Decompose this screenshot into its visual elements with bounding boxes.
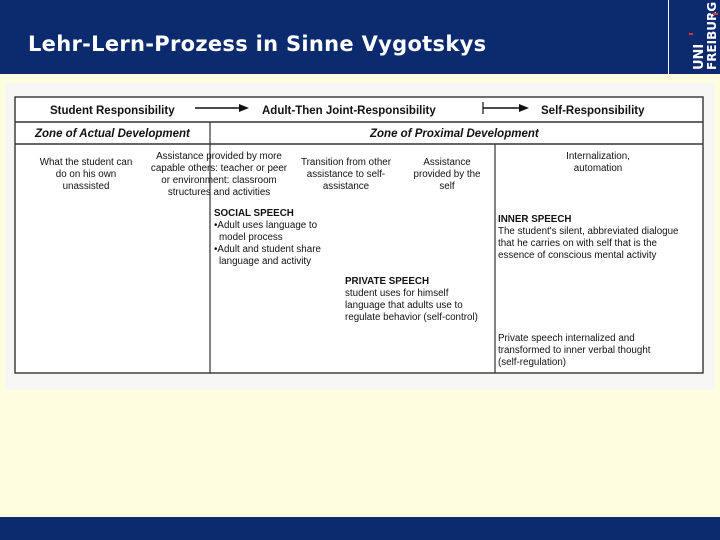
svg-text:or environment: classroom: or environment: classroom <box>161 175 277 186</box>
svg-text:Private speech internalized an: Private speech internalized and <box>498 333 635 344</box>
svg-text:PRIVATE SPEECH: PRIVATE SPEECH <box>345 276 430 287</box>
header-bar <box>0 0 720 74</box>
label-zone-actual: Zone of Actual Development <box>35 128 190 140</box>
svg-text:regulate behavior (self-contro: regulate behavior (self-control) <box>345 312 478 323</box>
label-adult-responsibility: Adult-Then Joint-Responsibility <box>262 105 436 117</box>
svg-text:structures and activities: structures and activities <box>167 187 271 198</box>
col-internalization-text <box>566 151 630 174</box>
col-assistance-others-text <box>151 151 288 198</box>
vygotsky-diagram <box>5 83 715 390</box>
svg-text:•Adult uses language to: •Adult uses language to <box>214 220 318 231</box>
svg-text:student uses for himself: student uses for himself <box>345 288 449 299</box>
svg-text:language that adults use to: language that adults use to <box>345 300 463 311</box>
logo-freiburg-text: FREIBURG <box>705 1 719 70</box>
svg-text:Internalization,: Internalization, <box>566 151 630 162</box>
svg-text:essence of conscious mental ac: essence of conscious mental activity <box>498 250 657 261</box>
label-student-responsibility: Student Responsibility <box>50 105 175 117</box>
slide-title: Lehr-Lern-Prozess in Sinne Vygotskys <box>28 32 487 56</box>
svg-text:What the student can: What the student can <box>39 157 133 168</box>
svg-text:self: self <box>439 181 455 192</box>
svg-text:automation: automation <box>573 163 623 174</box>
svg-text:do on his own: do on his own <box>55 169 117 180</box>
label-self-responsibility: Self-Responsibility <box>541 105 645 117</box>
svg-text:Transition from other: Transition from other <box>300 157 392 168</box>
svg-text:provided by the: provided by the <box>413 169 481 180</box>
svg-text:Assistance: Assistance <box>423 157 471 168</box>
logo-uni-text: UNI <box>692 43 707 70</box>
label-zone-proximal: Zone of Proximal Development <box>370 128 539 140</box>
svg-text:SOCIAL SPEECH: SOCIAL SPEECH <box>214 208 294 219</box>
svg-text:capable others: teacher or pee: capable others: teacher or peer <box>150 163 288 174</box>
svg-text:assistance: assistance <box>322 181 370 192</box>
svg-text:that he carries on with self t: that he carries on with self that is the <box>498 238 658 249</box>
svg-text:•Adult and student share: •Adult and student share <box>214 244 321 255</box>
svg-text:The student's silent, abbrevia: The student's silent, abbreviated dialogue <box>498 226 679 237</box>
svg-text:model process: model process <box>219 232 283 243</box>
svg-text:(self-regulation): (self-regulation) <box>498 357 567 368</box>
university-logo <box>668 0 720 74</box>
svg-text:unassisted: unassisted <box>62 181 110 192</box>
footer-bar <box>0 517 720 540</box>
svg-text:INNER SPEECH: INNER SPEECH <box>498 214 572 225</box>
svg-text:language and activity: language and activity <box>219 256 312 267</box>
svg-text:assistance to self-: assistance to self- <box>306 169 386 180</box>
svg-text:transformed to inner verbal th: transformed to inner verbal thought <box>498 345 651 356</box>
svg-text:Assistance provided by more: Assistance provided by more <box>156 151 282 162</box>
